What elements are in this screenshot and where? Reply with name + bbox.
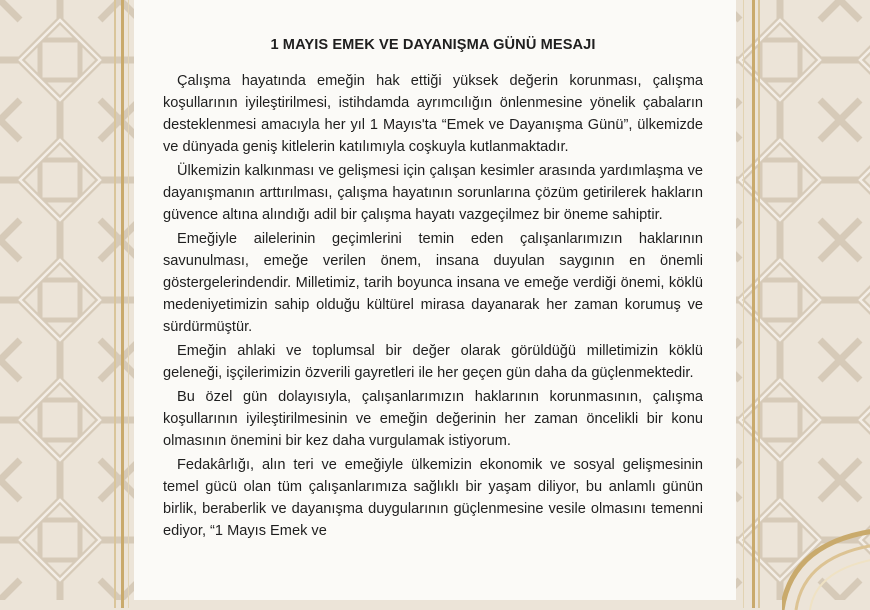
letter-title: 1 MAYIS EMEK VE DAYANIŞMA GÜNÜ MESAJI	[270, 37, 596, 53]
paragraph-6: Fedakârlığı, alın teri ve emeğiyle ülkemizin ekonomik ve sosyal gelişmesinin temel gücü olan tüm çalışanlarımıza sağlıklı bir yaşam diliyor, bu anlamlı günün birlik, beraberlik ve dayanışma duygularının güçlenmesine vesile olmasını temenni ediyor, “1 Mayıs Emek ve	[163, 457, 703, 539]
paragraph-3: Emeğiyle ailelerinin geçimlerini temin eden çalışanlarımızın haklarının savunulması, emeğe verilen önem, insana duyulan saygının en önemli göstergelerindendir. Milletimiz, tarih boyunca insana ve emeğe verdiği önemi, köklü medeniyetimizin sahip olduğu kültürel mirasa dayanarak her zaman korumuş ve sürdürmüştür.	[163, 231, 703, 335]
paragraph-2: Ülkemizin kalkınması ve gelişmesi için çalışan kesimler arasında yardımlaşma ve dayanışmanın arttırılması, çalışma hayatının sorunlarına çözüm getirilerek hakların güvence altına alındığı adil bir çalışma hayatı vazgeçilmez bir öneme sahiptir.	[163, 163, 703, 223]
paragraph-5: Bu özel gün dolayısıyla, çalışanlarımızın haklarının korunmasının, çalışma koşullarının iyileştirilmesinin ve emeğin değerinin her zaman öncelikli bir konu olmasının önemini bir kez daha vurgulamak istiyorum.	[163, 389, 703, 449]
gold-arc-ornament	[782, 520, 870, 610]
letter-content	[163, 34, 703, 544]
paragraph-1: Çalışma hayatında emeğin hak ettiği yüksek değerin korunması, çalışma koşullarının iyileştirilmesi, istihdamda ayrımcılığın önlenmesine yönelik çabaların desteklenmesi amacıyla her yıl 1 Mayıs'ta “Emek ve Dayanışma Günü”, ülkemizde ve dünyada geniş kitlelerin katılımıyla coşkuyla kutlanmaktadır.	[163, 73, 703, 155]
paragraph-4: Emeğin ahlaki ve toplumsal bir değer olarak görüldüğü milletimizin köklü geleneği, işçilerimizin özverili gayretleri ile her geçen gün daha da güçlenmektedir.	[163, 343, 703, 381]
